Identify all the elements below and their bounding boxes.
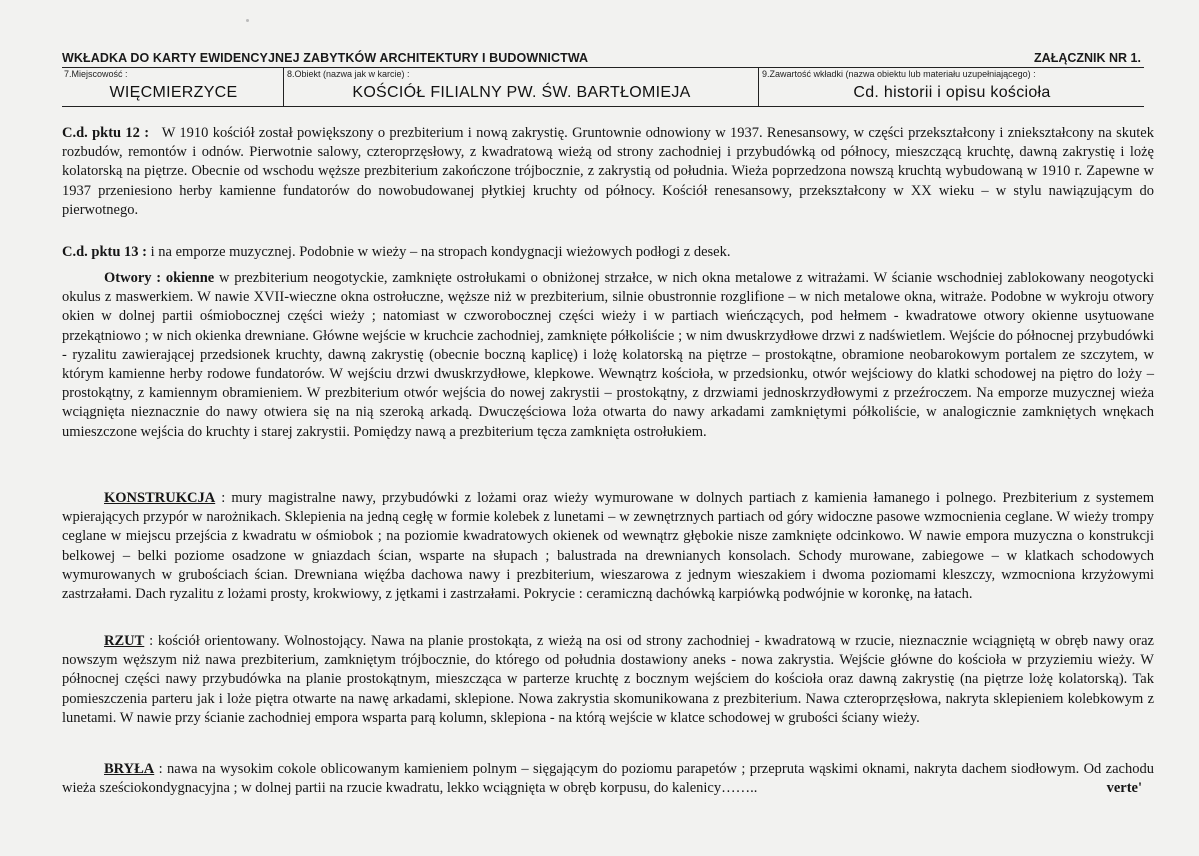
header-top-rule	[62, 67, 1144, 68]
place-label: 7.Miejscowość :	[64, 69, 128, 79]
annex-number: ZAŁĄCZNIK NR 1.	[1034, 51, 1141, 65]
konstrukcja-heading: KONSTRUKCJA	[104, 490, 216, 506]
header-divider-1	[283, 67, 284, 106]
section-otwory	[62, 269, 1154, 442]
section-p13	[62, 243, 1154, 262]
p13-text: i na emporze muzycznej. Podobnie w wieży – na stropach kondygnacji wieżowych podłogi z desek.	[150, 244, 731, 260]
header-bottom-rule	[62, 106, 1144, 107]
section-rzut	[62, 632, 1154, 728]
bryla-text: : nawa na wysokim cokole oblicowanym kamieniem polnym – sięgającym do poziomu parapetów ; przepruta wąskimi oknami, nakryta dachem siodłowym. Od zachodu wieża sześciokondygnacyjna ; w dolnej partii na rzucie kwadratu, lekko wciągnięta w obręb korpusu, do kalenicy……..	[62, 761, 1154, 797]
otwory-heading: Otwory : okienne	[104, 270, 215, 286]
object-label: 8.Obiekt (nazwa jak w karcie) :	[287, 69, 410, 79]
section-p12	[62, 124, 1154, 220]
section-bryla	[62, 760, 1154, 798]
bryla-heading: BRYŁA	[104, 761, 155, 777]
rzut-text: : kościół orientowany. Wolnostojący. Nawa na planie prostokąta, z wieżą na osi od strony zachodniej - kwadratową w rzucie, nieznacznie wciągniętą w obręb nawy oraz nowszym węższym niż nawa prezbiterium, zamkniętym trójbocznie, do którego od południa dostawiony aneks - nowa zakrystia. Wejście główne do kościoła w przyziemiu wieży. W północnej części nawy przybudówka na planie prostokątnym, mieszcząca w parterze kruchtę z bocznym wejściem do kościoła oraz dawną zakrystię (na piętrze lożę kolatorską). Tak pomieszczenia parteru jak i loże piętra otwarte na nawę arkadami, sklepione. Nowa zakrystia skomunikowana z prezbiterium. Nawa czteroprzęsłowa, nakryta sklepieniem kolebkowym z lunetami. W nawie przy ścianie zachodniej empora wsparta parą kolumn, sklepiona - na którą wejście w klatce schodowej w grubości ściany wieży.	[62, 633, 1154, 726]
p13-lead: C.d. pktu 13 :	[62, 244, 148, 260]
p12-lead: C.d. pktu 12 :	[62, 125, 150, 141]
content-label: 9.Zawartość wkładki (nazwa obiektu lub materiału uzupełniającego) :	[762, 69, 1036, 79]
section-konstrukcja	[62, 489, 1154, 604]
konstrukcja-text: : mury magistralne nawy, przybudówki z lożami oraz wieży wymurowane w dolnych partiach z kamienia łamanego i polnego. Prezbiterium z systemem wpierających przypór w narożnikach. Sklepienia na jedną cegłę w formie kolebek z lunetami – w zewnętrznych partiach od góry widoczne pasowe wzmocnienia ceglane. W wieży trompy ceglane w miejscu przejścia z kwadratu w ośmiobok ; na poziomie kwadratowych okienek od wewnątrz głębokie nisze zamknięte odcinkowo. W nawie empora muzyczna o konstrukcji belkowej – belki poziome osadzone w gniazdach ścian, wsparte na słupach ; balustrada na drewnianych konsolach. Schody murowane, zabiegowe – w klatkach schodowych wymurowanych w grubościach ścian. Drewniana więźba dachowa nawy i prezbiterium, wieszarowa z jednym wieszakiem i dwoma poziomami kleszczy, wzmocniona krzyżowymi zastrzałami. Dach ryzalitu z lożami prosty, krokwiowy, z jętkami i zastrzałami. Pokrycie : ceramiczną dachówką karpiówką podwójnie w koronkę, na łatach.	[62, 490, 1154, 603]
scan-speck	[246, 19, 249, 22]
place-value: WIĘCMIERZYCE	[109, 84, 238, 101]
verte-note: verte'	[1106, 780, 1142, 797]
content-value: Cd. historii i opisu kościoła	[853, 84, 1051, 101]
form-title: WKŁADKA DO KARTY EWIDENCYJNEJ ZABYTKÓW ARCHITEKTURY I BUDOWNICTWA	[62, 51, 589, 65]
header-divider-2	[758, 67, 759, 106]
otwory-text: w prezbiterium neogotyckie, zamknięte ostrołukami o obniżonej strzałce, w nich okna metalowe z witrażami. W ścianie wschodniej zablokowany neogotycki okulus z maswerkiem. W nawie XVII-wieczne okna ostrołuczne, węższe niż w prezbiterium, silnie obustronnie rozglifione – w nich metalowe okna, witraże. Podobne w wykroju otwory okien w dolnej partii ośmiobocznej części wieży ; natomiast w czworobocznej części wieży i w partiach wieńczących, pod hełmem - kwadratowe otwory okienne usytuowane przekątniowo ; w nich okienka drewniane. Główne wejście w kruchcie zachodniej, zamknięte półkoliście ; w nim dwuskrzydłowe drzwi z nadświetlem. Wejście do północnej przybudówki - ryzalitu zawierającej przedsionek kruchty, dawną zakrystię (obecnie boczną kaplicę) i lożę kolatorską na piętrze – prostokątne, obramione neobarokowym portalem ze szczytem, w którym kamienne herby rodowe fundatorów. W wejściu drzwi dwuskrzydłowe, klepkowe. Wewnątrz kościoła, w przedsionku, otwór wejściowy do klatki schodowej na piętro do loży – prostokątny, z kamiennym obramieniem. W prezbiterium otwór wejścia do nowej zakrystii – prostokątny, z drzwiami jednoskrzydłowymi z przeźroczem. Na emporze muzycznej wieża wciągnięta nieznacznie do nawy otwiera się na nią szeroką arkadą. Dwuczęściowa loża otwarta do nawy arkadami zamkniętymi półkoliście, w analogicznie zamkniętych wnękach umieszczone wejścia do kruchty i starej zakrystii. Pomiędzy nawą a prezbiterium tęcza zamknięta ostrołukiem.	[62, 270, 1155, 440]
object-value: KOŚCIÓŁ FILIALNY PW. ŚW. BARTŁOMIEJA	[352, 84, 691, 101]
p12-text: W 1910 kościół został powiększony o prezbiterium i nową zakrystię. Gruntownie odnowiony w 1937. Renesansowy, w części przekształcony i zniekształcony na skutek rozbudów, remontów i odnów. Pierwotnie salowy, czteroprzęsłowy, z kwadratową wieżą od strony zachodniej i przybudówką od północy, mieszczącą kruchtę, dawną zakrystię i lożę kolatorską na piętrze. Obecnie od wschodu węższe prezbiterium zakończone trójbocznie, z zakrystią od południa. Wieża poprzedzona nowszą kruchtą wybudowaną w 1910 r. Zapewne w 1937 przeniesiono herby kamienne fundatorów do nowobudowanej płytkiej kruchty od północy. Kościół renesansowy, przekształcony w XX wieku – w stylu nawiązującym do pierwotnego.	[62, 125, 1154, 218]
rzut-heading: RZUT	[104, 633, 145, 649]
